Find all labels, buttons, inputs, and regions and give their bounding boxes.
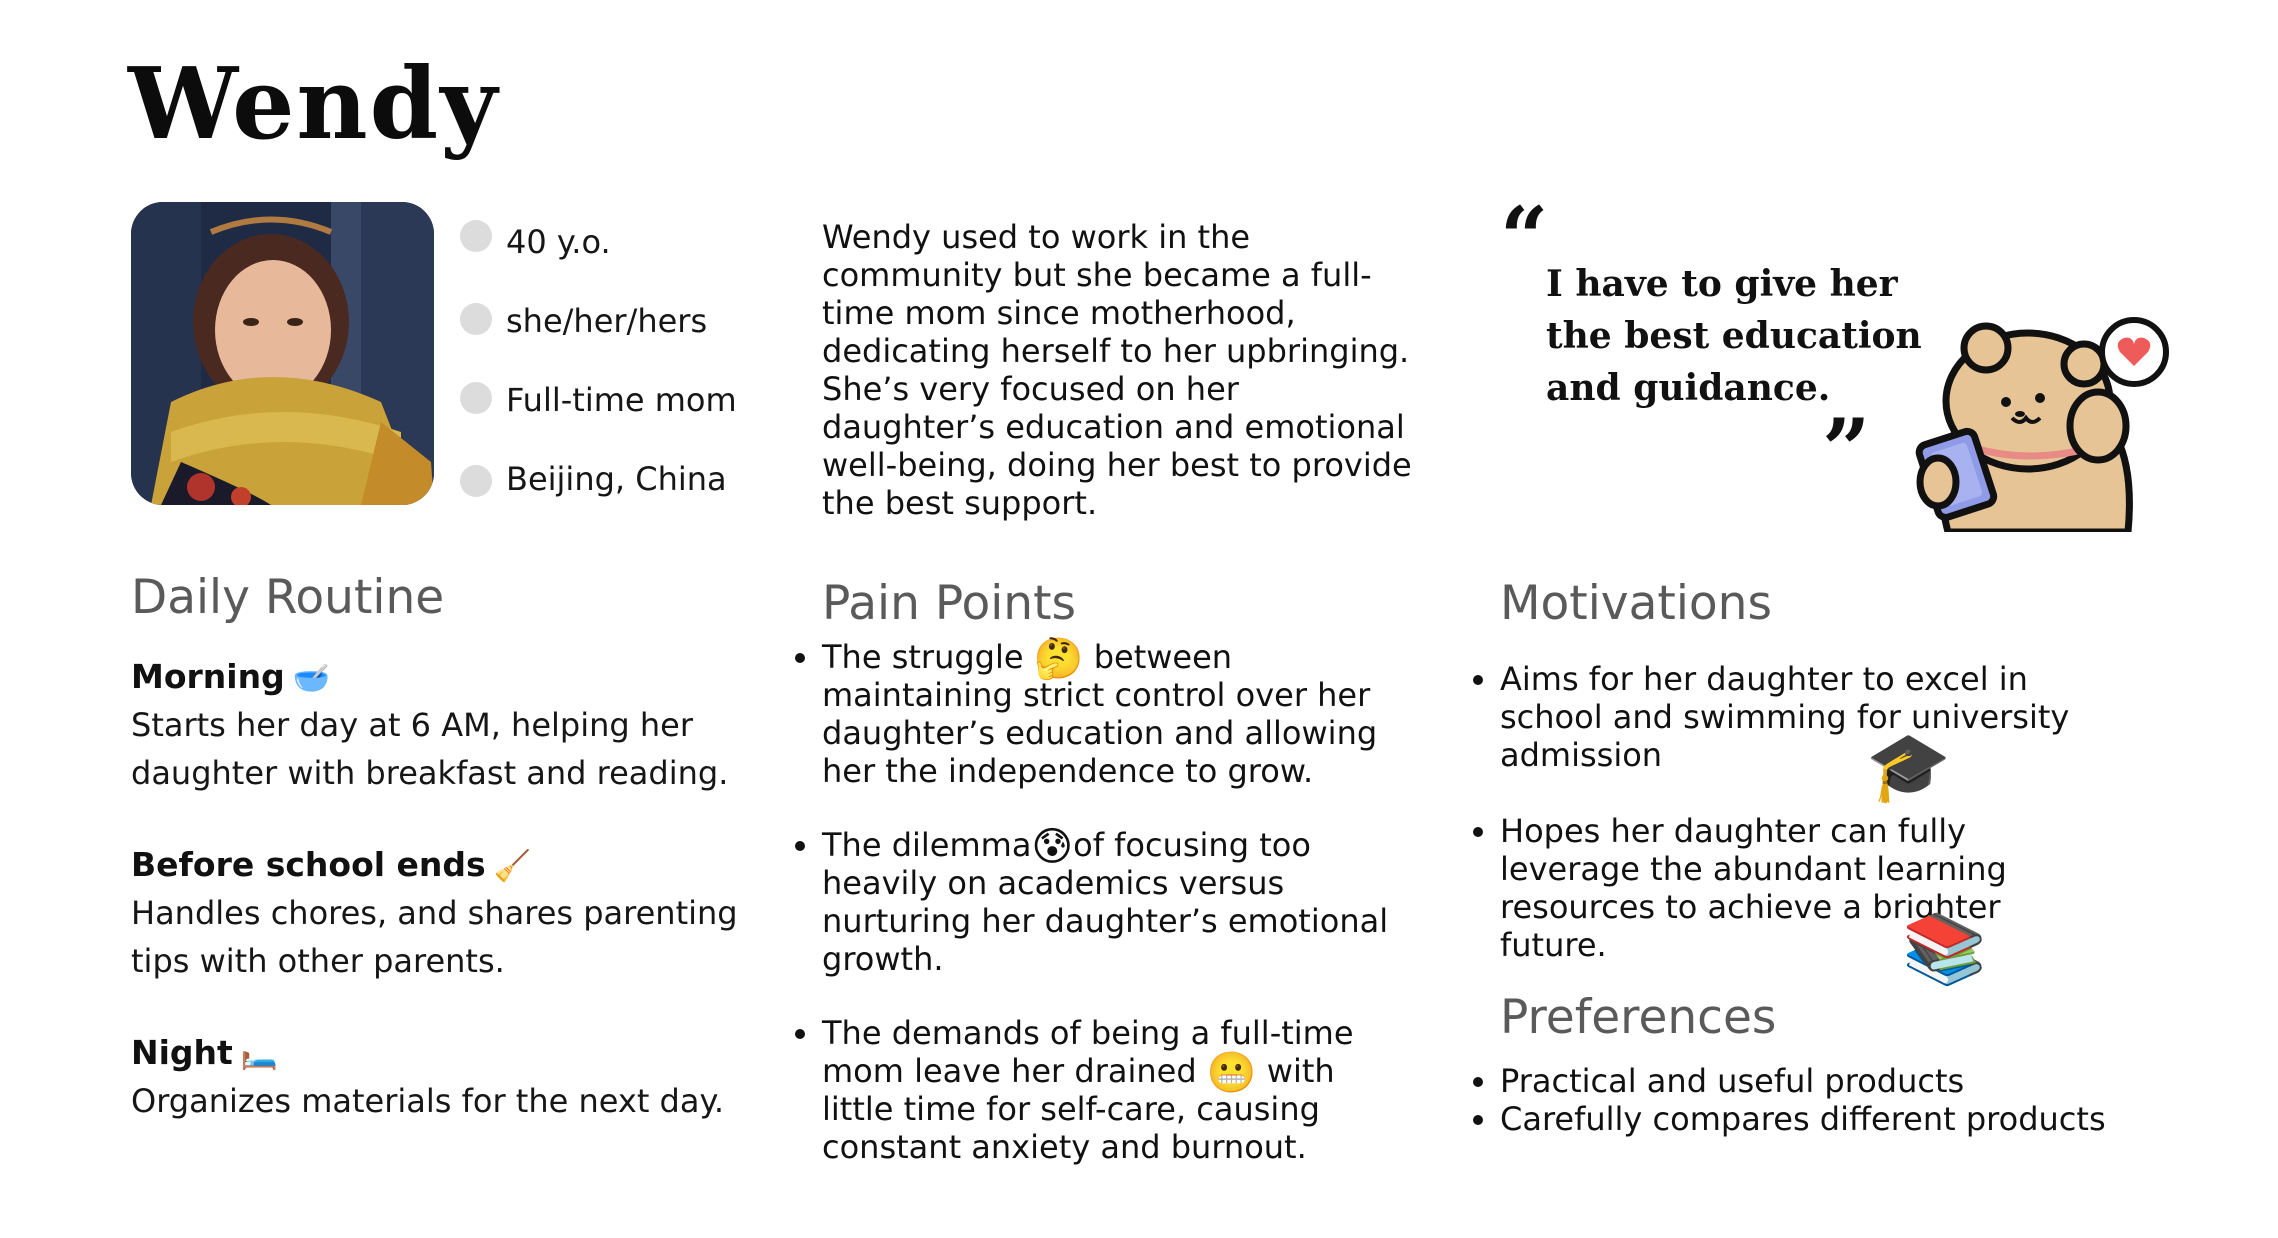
books-icon: 📚: [1902, 910, 1987, 989]
quote-line: the best education: [1546, 315, 1922, 357]
bullet-dot-icon: [460, 382, 492, 414]
fact-label: 40 y.o.: [506, 223, 611, 261]
broom-icon: 🧹: [493, 849, 532, 884]
pain-point-item: [822, 638, 1410, 790]
routine-item: [131, 1031, 771, 1125]
routine-description: Organizes materials for the next day.: [131, 1082, 724, 1120]
bed-icon: 🛏️: [240, 1037, 279, 1072]
routine-title: [131, 1031, 771, 1077]
fact-pronouns: [460, 291, 790, 370]
section-heading: Motivations: [1500, 576, 1772, 631]
quote-line: and guidance.: [1546, 367, 1831, 409]
quote-close-icon: ”: [1822, 400, 1871, 499]
persona-facts: [460, 212, 790, 528]
daily-routine-section: [131, 570, 771, 1171]
routine-description: Starts her day at 6 AM, helping her daughter with breakfast and reading.: [131, 706, 729, 792]
profile-photo: [131, 202, 434, 505]
pain-point-text: with little time for self-care, causing constant anxiety and burnout.: [822, 1052, 1335, 1166]
bear-with-book-illustration: [1908, 306, 2170, 532]
anxious-face-icon: 😰: [1031, 824, 1074, 870]
pain-point-item: [822, 1014, 1410, 1166]
preferences-section: [1468, 1062, 2108, 1138]
motivation-item: • Hopes her daughter can fully leverage the abundant learning resources to achieve a brighter future.: [1500, 812, 2108, 964]
routine-description: Handles chores, and shares parenting tips with other parents.: [131, 894, 738, 980]
motivations-section: [1468, 660, 2108, 1002]
preference-item: • Practical and useful products: [1500, 1062, 2108, 1100]
routine-item: [131, 843, 771, 985]
routine-item: [131, 655, 771, 797]
pain-point-text: of focusing too heavily on academics versus nurturing her daughter’s emotional growth.: [822, 826, 1389, 978]
fact-label: she/her/hers: [506, 302, 708, 340]
persona-bio: Wendy used to work in the community but she became a full-time mom since motherhood, dedicating herself to her upbringing. She’s very focused on her daughter’s education and emotional well-being, doing her best to provide the best support.: [822, 218, 1412, 522]
graduation-cap-icon: 🎓: [1866, 728, 1951, 807]
bowl-icon: 🥣: [292, 661, 331, 696]
grimacing-face-icon: 😬: [1206, 1050, 1257, 1096]
fact-age: [460, 212, 790, 291]
preference-item: • Carefully compares different products: [1500, 1100, 2108, 1138]
persona-quote: [1546, 258, 1926, 414]
pain-point-text: The demands of being a full-time mom leave her drained: [822, 1014, 1354, 1090]
routine-title-text: Before school ends: [131, 845, 486, 884]
persona-name: Wendy: [128, 47, 500, 162]
fact-label: Full-time mom: [506, 381, 737, 419]
quote-line: I have to give her: [1546, 263, 1898, 305]
pain-point-item: [822, 826, 1410, 978]
pain-point-text: The struggle: [822, 638, 1024, 676]
section-heading: Preferences: [1500, 990, 1777, 1045]
bullet-dot-icon: [460, 303, 492, 335]
section-heading: Daily Routine: [131, 570, 445, 625]
section-heading: Pain Points: [822, 576, 1077, 631]
quote-open-icon: “: [1500, 188, 1549, 287]
routine-title: [131, 843, 771, 889]
bullet-dot-icon: [460, 465, 492, 497]
thinking-face-icon: 🤔: [1033, 636, 1084, 682]
routine-title-text: Morning: [131, 657, 285, 696]
routine-title-text: Night: [131, 1033, 233, 1072]
fact-label: Beijing, China: [506, 460, 727, 498]
pain-point-text: between maintaining strict control over her daughter’s education and allowing her the independence to grow.: [822, 638, 1378, 790]
bullet-dot-icon: [460, 220, 492, 252]
fact-occupation: [460, 370, 790, 449]
motivation-item: • Aims for her daughter to excel in school and swimming for university admission: [1500, 660, 2108, 774]
pain-point-text: The dilemma: [822, 826, 1032, 864]
routine-title: [131, 655, 771, 701]
pain-points-section: [790, 638, 1410, 1202]
fact-location: [460, 449, 790, 528]
